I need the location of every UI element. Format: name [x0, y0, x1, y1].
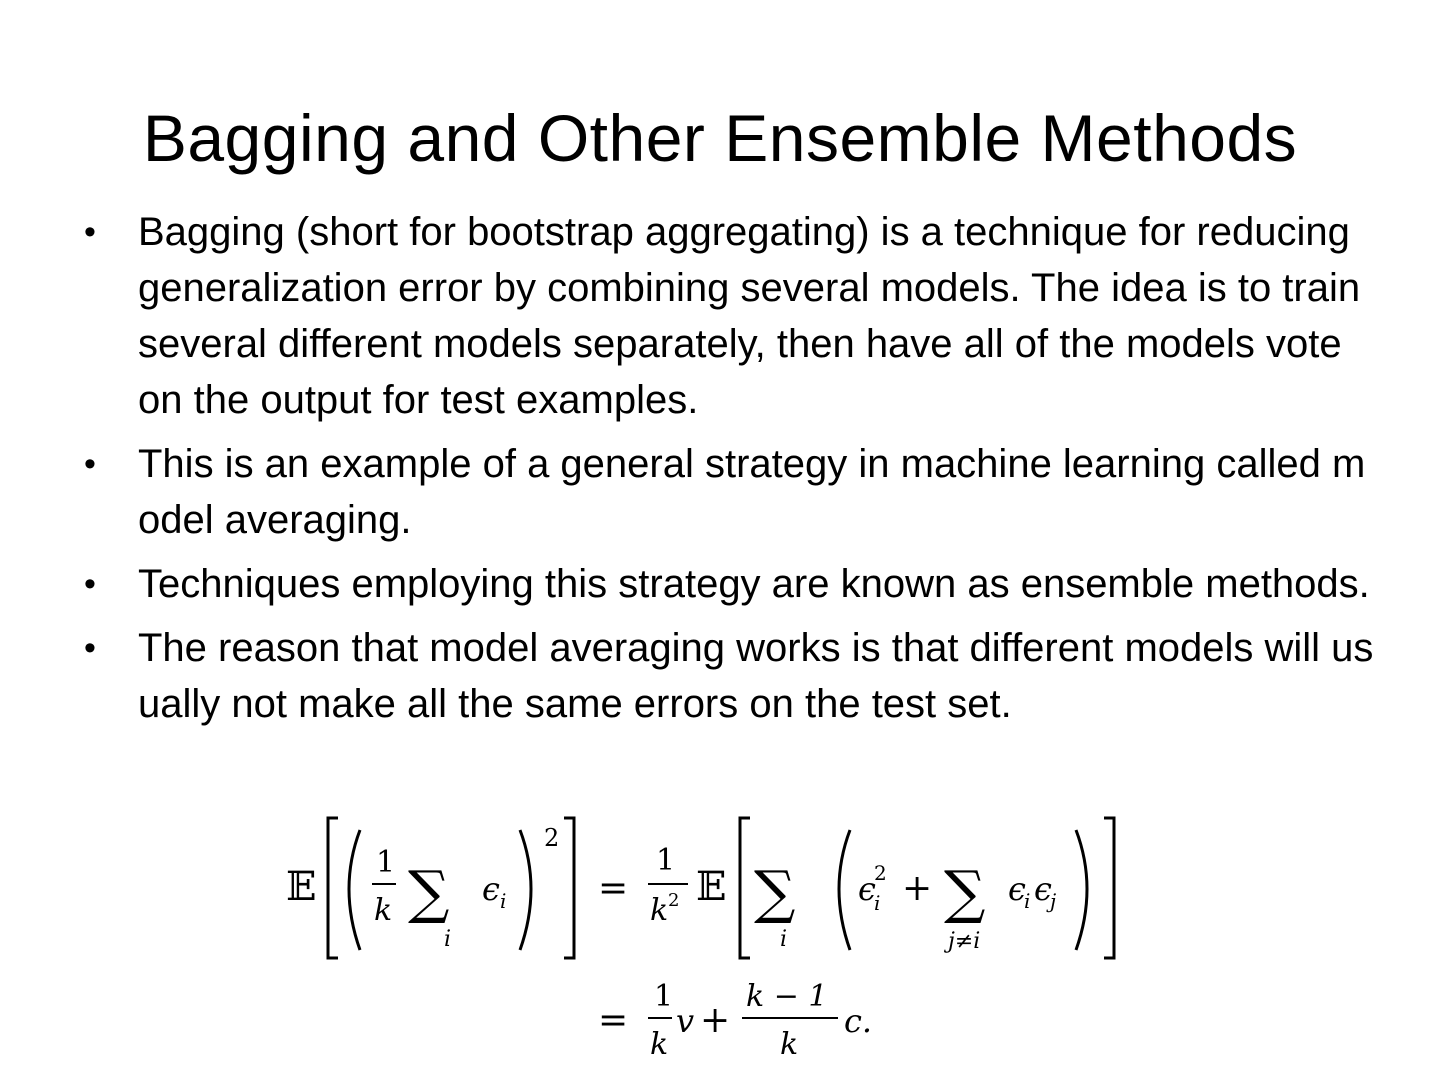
frac-numerator: 1: [376, 845, 396, 880]
sum-index-2: i: [780, 927, 788, 952]
bullet-text: Techniques employing this strategy are known as ensemble methods.: [138, 562, 1370, 606]
left-paren-2: [839, 830, 850, 950]
sum-symbol-3: ∑: [944, 858, 986, 926]
epsilon-4: ϵ: [1034, 870, 1052, 908]
variable-v: v: [676, 1002, 695, 1040]
frac2-denominator: k: [650, 893, 669, 928]
bullet-text: Bagging (short for bootstrap aggregating) is a technique for reducing generalization error by combining several models. The idea is to train several different models separately, then have all of the models vote on the output for test examples.: [138, 210, 1361, 422]
frac2-numerator: 1: [656, 843, 676, 878]
epsilon-3-subscript: i: [1024, 889, 1031, 913]
bullet-item: [84, 620, 1374, 732]
bullet-item: [84, 556, 1374, 612]
bullet-mark: •: [84, 445, 96, 483]
slide-title: Bagging and Other Ensemble Methods: [142, 101, 1298, 175]
equals-sign: =: [598, 868, 629, 909]
left-bracket-2: [740, 818, 750, 958]
left-paren: [349, 830, 360, 950]
epsilon: ϵ: [482, 870, 500, 908]
left-bracket: [328, 818, 338, 958]
right-bracket-2: [1104, 818, 1114, 958]
variable-c: c.: [844, 1002, 873, 1040]
equals-sign-2: =: [598, 1000, 629, 1041]
plus-sign-2: +: [700, 1000, 731, 1041]
exponent: 2: [544, 824, 560, 852]
bullet-text: The reason that model averaging works is that different models will usually not make all the same errors on the test set.: [138, 626, 1374, 726]
sum-symbol: ∑: [408, 858, 450, 926]
bullet-item: [84, 436, 1374, 548]
frac4-denominator: k: [780, 1027, 799, 1062]
frac2-exponent: 2: [668, 890, 680, 911]
plus-sign: +: [902, 868, 933, 909]
bullet-mark: •: [84, 629, 96, 667]
epsilon-subscript: i: [500, 889, 507, 913]
epsilon-2-subscript: i: [874, 891, 881, 915]
expectation-symbol-2: 𝔼: [696, 864, 727, 910]
bullet-text: This is an example of a general strategy in machine learning called model averaging.: [138, 442, 1366, 542]
equation-svg: [268, 800, 1148, 1070]
sum-index-3: j≠i: [948, 929, 981, 954]
frac3-numerator: 1: [654, 979, 674, 1014]
right-paren-2: [1076, 830, 1087, 950]
epsilon-2: ϵ: [858, 870, 876, 908]
epsilon-4-subscript: j: [1050, 889, 1057, 913]
sum-index: i: [444, 927, 452, 952]
sum-symbol-2: ∑: [754, 858, 796, 926]
right-paren: [520, 830, 531, 950]
equation-image: [268, 800, 1148, 1070]
frac3-denominator: k: [650, 1027, 669, 1062]
expectation-symbol: 𝔼: [286, 864, 317, 910]
bullet-mark: •: [84, 565, 96, 603]
bullet-list: [84, 204, 1374, 740]
epsilon-3: ϵ: [1008, 870, 1026, 908]
frac-denominator: k: [374, 893, 393, 928]
epsilon-2-exponent: 2: [874, 861, 887, 885]
right-bracket: [564, 818, 574, 958]
bullet-mark: •: [84, 213, 96, 251]
frac4-numerator: k − 1: [746, 979, 828, 1014]
bullet-item: [84, 204, 1374, 428]
